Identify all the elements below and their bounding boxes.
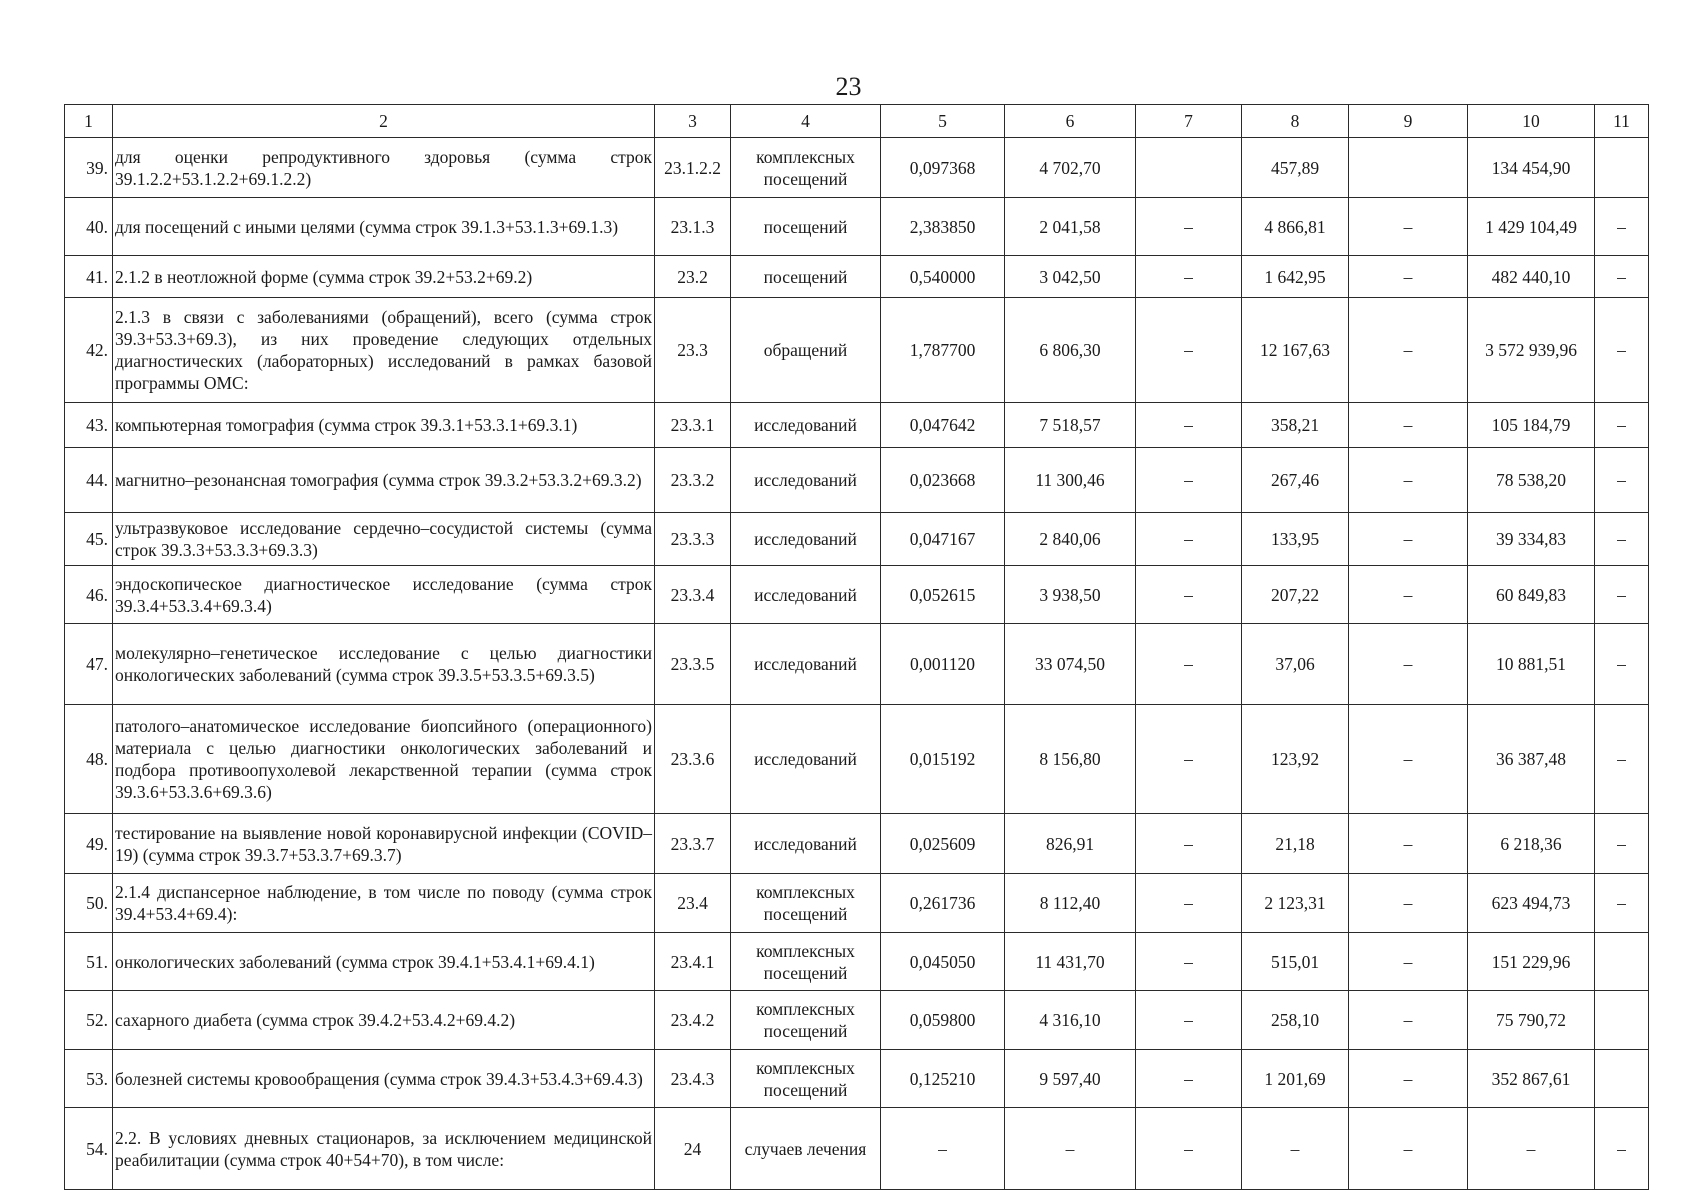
row-number: 47. (65, 624, 113, 705)
col-5-value: 0,540000 (881, 256, 1005, 298)
row-description: тестирование на выявление новой коронавирусной инфекции (COVID–19) (сумма строк 39.3.7+53.3.7+69.3.7) (113, 814, 655, 874)
col-6-value: 3 938,50 (1005, 566, 1136, 624)
table-row (65, 1050, 1649, 1108)
col-11-value: – (1595, 705, 1649, 814)
col-7-value: – (1136, 513, 1242, 566)
col-5-value: 0,261736 (881, 874, 1005, 933)
col-7-value: – (1136, 256, 1242, 298)
col-11-value: – (1595, 256, 1649, 298)
col-11-value: – (1595, 298, 1649, 403)
table-row (65, 991, 1649, 1050)
row-number: 44. (65, 448, 113, 513)
row-number: 43. (65, 403, 113, 448)
col-5-value: – (881, 1108, 1005, 1190)
col-8-value: 1 642,95 (1242, 256, 1349, 298)
row-number: 46. (65, 566, 113, 624)
header-cell: 5 (881, 105, 1005, 138)
col-7-value: – (1136, 991, 1242, 1050)
col-11-value: – (1595, 624, 1649, 705)
row-description: онкологических заболеваний (сумма строк 39.4.1+53.4.1+69.4.1) (113, 933, 655, 991)
col-8-value: 515,01 (1242, 933, 1349, 991)
col-6-value: 7 518,57 (1005, 403, 1136, 448)
table-row (65, 1108, 1649, 1190)
table-row (65, 814, 1649, 874)
table-row (65, 403, 1649, 448)
col-11-value: – (1595, 566, 1649, 624)
table-row (65, 138, 1649, 198)
row-description: сахарного диабета (сумма строк 39.4.2+53.4.2+69.4.2) (113, 991, 655, 1050)
unit: посещений (731, 256, 881, 298)
row-number: 50. (65, 874, 113, 933)
col-6-value: 4 702,70 (1005, 138, 1136, 198)
header-cell: 1 (65, 105, 113, 138)
col-5-value: 1,787700 (881, 298, 1005, 403)
row-description: 2.2. В условиях дневных стационаров, за исключением медицинской реабилитации (сумма строк 40+54+70), в том числе: (113, 1108, 655, 1190)
unit: комплексных посещений (731, 1050, 881, 1108)
col-7-value: – (1136, 814, 1242, 874)
col-10-value: 623 494,73 (1468, 874, 1595, 933)
col-5-value: 0,047642 (881, 403, 1005, 448)
col-10-value: 6 218,36 (1468, 814, 1595, 874)
col-6-value: 4 316,10 (1005, 991, 1136, 1050)
col-6-value: 826,91 (1005, 814, 1136, 874)
col-11-value: – (1595, 403, 1649, 448)
unit: исследований (731, 814, 881, 874)
col-9-value: – (1349, 198, 1468, 256)
col-6-value: 2 041,58 (1005, 198, 1136, 256)
header-cell: 9 (1349, 105, 1468, 138)
row-description: 2.1.3 в связи с заболеваниями (обращений), всего (сумма строк 39.3+53.3+69.3), из них проведение следующих отдельных диагностических (лабораторных) исследований в рамках базовой программы ОМС: (113, 298, 655, 403)
col-6-value: 8 112,40 (1005, 874, 1136, 933)
col-10-value: 60 849,83 (1468, 566, 1595, 624)
col-9-value: – (1349, 513, 1468, 566)
row-number: 54. (65, 1108, 113, 1190)
header-cell: 3 (655, 105, 731, 138)
col-11-value: – (1595, 814, 1649, 874)
header-cell: 11 (1595, 105, 1649, 138)
row-description: 2.1.2 в неотложной форме (сумма строк 39.2+53.2+69.2) (113, 256, 655, 298)
col-11-value: – (1595, 1108, 1649, 1190)
row-number: 42. (65, 298, 113, 403)
col-10-value: 134 454,90 (1468, 138, 1595, 198)
unit: комплексных посещений (731, 138, 881, 198)
row-number: 53. (65, 1050, 113, 1108)
table-row (65, 198, 1649, 256)
col-10-value: – (1468, 1108, 1595, 1190)
col-6-value: 8 156,80 (1005, 705, 1136, 814)
row-description: патолого–анатомическое исследование биопсийного (операционного) материала с целью диагностики онкологических заболеваний и подбора противоопухолевой лекарственной терапии (сумма строк 39.3.6+53.3.6+69.3.6) (113, 705, 655, 814)
col-7-value: – (1136, 1108, 1242, 1190)
header-cell: 2 (113, 105, 655, 138)
page-number: 23 (835, 72, 862, 101)
col-5-value: 0,097368 (881, 138, 1005, 198)
col-10-value: 151 229,96 (1468, 933, 1595, 991)
col-5-value: 0,047167 (881, 513, 1005, 566)
col-7-value: – (1136, 705, 1242, 814)
row-description: 2.1.4 диспансерное наблюдение, в том числе по поводу (сумма строк 39.4+53.4+69.4): (113, 874, 655, 933)
col-9-value: – (1349, 256, 1468, 298)
col-9-value: – (1349, 448, 1468, 513)
header-cell: 4 (731, 105, 881, 138)
col-8-value: 133,95 (1242, 513, 1349, 566)
col-7-value: – (1136, 403, 1242, 448)
col-5-value: 0,052615 (881, 566, 1005, 624)
col-7-value: – (1136, 298, 1242, 403)
row-number: 52. (65, 991, 113, 1050)
unit: исследований (731, 448, 881, 513)
col-8-value: 1 201,69 (1242, 1050, 1349, 1108)
line-code: 23.3.1 (655, 403, 731, 448)
col-9-value: – (1349, 624, 1468, 705)
col-7-value: – (1136, 198, 1242, 256)
header-cell: 7 (1136, 105, 1242, 138)
row-number: 41. (65, 256, 113, 298)
unit: случаев лечения (731, 1108, 881, 1190)
line-code: 23.4.2 (655, 991, 731, 1050)
table-row (65, 298, 1649, 403)
col-8-value: 12 167,63 (1242, 298, 1349, 403)
col-9-value: – (1349, 705, 1468, 814)
table-row (65, 566, 1649, 624)
col-10-value: 10 881,51 (1468, 624, 1595, 705)
col-7-value: – (1136, 874, 1242, 933)
unit: исследований (731, 403, 881, 448)
line-code: 23.3.3 (655, 513, 731, 566)
col-9-value: – (1349, 1108, 1468, 1190)
header-cell: 6 (1005, 105, 1136, 138)
line-code: 23.3.2 (655, 448, 731, 513)
line-code: 23.3.7 (655, 814, 731, 874)
col-6-value: 6 806,30 (1005, 298, 1136, 403)
col-11-value: – (1595, 448, 1649, 513)
row-number: 51. (65, 933, 113, 991)
col-10-value: 36 387,48 (1468, 705, 1595, 814)
col-7-value: – (1136, 933, 1242, 991)
col-8-value: 267,46 (1242, 448, 1349, 513)
col-5-value: 0,059800 (881, 991, 1005, 1050)
line-code: 24 (655, 1108, 731, 1190)
col-5-value: 0,023668 (881, 448, 1005, 513)
col-11-value (1595, 991, 1649, 1050)
unit: комплексных посещений (731, 991, 881, 1050)
col-8-value: 457,89 (1242, 138, 1349, 198)
col-9-value: – (1349, 1050, 1468, 1108)
col-7-value: – (1136, 448, 1242, 513)
header-cell: 8 (1242, 105, 1349, 138)
col-9-value (1349, 138, 1468, 198)
table-row (65, 874, 1649, 933)
col-10-value: 352 867,61 (1468, 1050, 1595, 1108)
row-number: 45. (65, 513, 113, 566)
col-11-value: – (1595, 513, 1649, 566)
line-code: 23.4.1 (655, 933, 731, 991)
unit: исследований (731, 513, 881, 566)
col-7-value: – (1136, 566, 1242, 624)
col-5-value: 0,025609 (881, 814, 1005, 874)
col-6-value: 2 840,06 (1005, 513, 1136, 566)
col-11-value (1595, 138, 1649, 198)
table-row (65, 448, 1649, 513)
line-code: 23.1.2.2 (655, 138, 731, 198)
unit: комплексных посещений (731, 933, 881, 991)
col-7-value: – (1136, 624, 1242, 705)
col-8-value: 4 866,81 (1242, 198, 1349, 256)
col-6-value: 11 300,46 (1005, 448, 1136, 513)
col-11-value: – (1595, 874, 1649, 933)
col-8-value: 358,21 (1242, 403, 1349, 448)
col-8-value: 2 123,31 (1242, 874, 1349, 933)
col-11-value: – (1595, 198, 1649, 256)
row-number: 49. (65, 814, 113, 874)
col-10-value: 75 790,72 (1468, 991, 1595, 1050)
col-9-value: – (1349, 991, 1468, 1050)
col-5-value: 2,383850 (881, 198, 1005, 256)
col-9-value: – (1349, 933, 1468, 991)
line-code: 23.1.3 (655, 198, 731, 256)
col-9-value: – (1349, 814, 1468, 874)
unit: посещений (731, 198, 881, 256)
table-row (65, 624, 1649, 705)
col-11-value (1595, 1050, 1649, 1108)
line-code: 23.3.4 (655, 566, 731, 624)
unit: комплексных посещений (731, 874, 881, 933)
row-description: магнитно–резонансная томография (сумма строк 39.3.2+53.3.2+69.3.2) (113, 448, 655, 513)
line-code: 23.3 (655, 298, 731, 403)
row-description: болезней системы кровообращения (сумма строк 39.4.3+53.4.3+69.4.3) (113, 1050, 655, 1108)
row-description: молекулярно–генетическое исследование с целью диагностики онкологических заболеваний (сумма строк 39.3.5+53.3.5+69.3.5) (113, 624, 655, 705)
row-number: 39. (65, 138, 113, 198)
col-6-value: 33 074,50 (1005, 624, 1136, 705)
header-row (65, 105, 1649, 138)
line-code: 23.4 (655, 874, 731, 933)
col-9-value: – (1349, 298, 1468, 403)
col-6-value: 9 597,40 (1005, 1050, 1136, 1108)
col-10-value: 39 334,83 (1468, 513, 1595, 566)
line-code: 23.2 (655, 256, 731, 298)
col-5-value: 0,015192 (881, 705, 1005, 814)
col-10-value: 3 572 939,96 (1468, 298, 1595, 403)
col-10-value: 105 184,79 (1468, 403, 1595, 448)
data-table (64, 104, 1649, 1190)
col-9-value: – (1349, 874, 1468, 933)
col-9-value: – (1349, 566, 1468, 624)
table-row (65, 705, 1649, 814)
col-5-value: 0,125210 (881, 1050, 1005, 1108)
row-number: 40. (65, 198, 113, 256)
col-5-value: 0,045050 (881, 933, 1005, 991)
unit: обращений (731, 298, 881, 403)
table-row (65, 256, 1649, 298)
unit: исследований (731, 566, 881, 624)
table-row (65, 513, 1649, 566)
row-description: ультразвуковое исследование сердечно–сосудистой системы (сумма строк 39.3.3+53.3.3+69.3.3) (113, 513, 655, 566)
col-8-value: 207,22 (1242, 566, 1349, 624)
col-10-value: 1 429 104,49 (1468, 198, 1595, 256)
col-10-value: 482 440,10 (1468, 256, 1595, 298)
line-code: 23.4.3 (655, 1050, 731, 1108)
row-number: 48. (65, 705, 113, 814)
row-description: эндоскопическое диагностическое исследование (сумма строк 39.3.4+53.3.4+69.3.4) (113, 566, 655, 624)
table-row (65, 933, 1649, 991)
col-11-value (1595, 933, 1649, 991)
col-8-value: 258,10 (1242, 991, 1349, 1050)
header-cell: 10 (1468, 105, 1595, 138)
line-code: 23.3.6 (655, 705, 731, 814)
col-9-value: – (1349, 403, 1468, 448)
row-description: для оценки репродуктивного здоровья (сумма строк 39.1.2.2+53.1.2.2+69.1.2.2) (113, 138, 655, 198)
col-6-value: – (1005, 1108, 1136, 1190)
col-10-value: 78 538,20 (1468, 448, 1595, 513)
col-8-value: 37,06 (1242, 624, 1349, 705)
row-description: компьютерная томография (сумма строк 39.3.1+53.3.1+69.3.1) (113, 403, 655, 448)
col-7-value (1136, 138, 1242, 198)
col-8-value: 123,92 (1242, 705, 1349, 814)
line-code: 23.3.5 (655, 624, 731, 705)
col-6-value: 3 042,50 (1005, 256, 1136, 298)
col-7-value: – (1136, 1050, 1242, 1108)
col-8-value: – (1242, 1108, 1349, 1190)
col-5-value: 0,001120 (881, 624, 1005, 705)
unit: исследований (731, 624, 881, 705)
col-6-value: 11 431,70 (1005, 933, 1136, 991)
unit: исследований (731, 705, 881, 814)
col-8-value: 21,18 (1242, 814, 1349, 874)
row-description: для посещений с иными целями (сумма строк 39.1.3+53.1.3+69.1.3) (113, 198, 655, 256)
